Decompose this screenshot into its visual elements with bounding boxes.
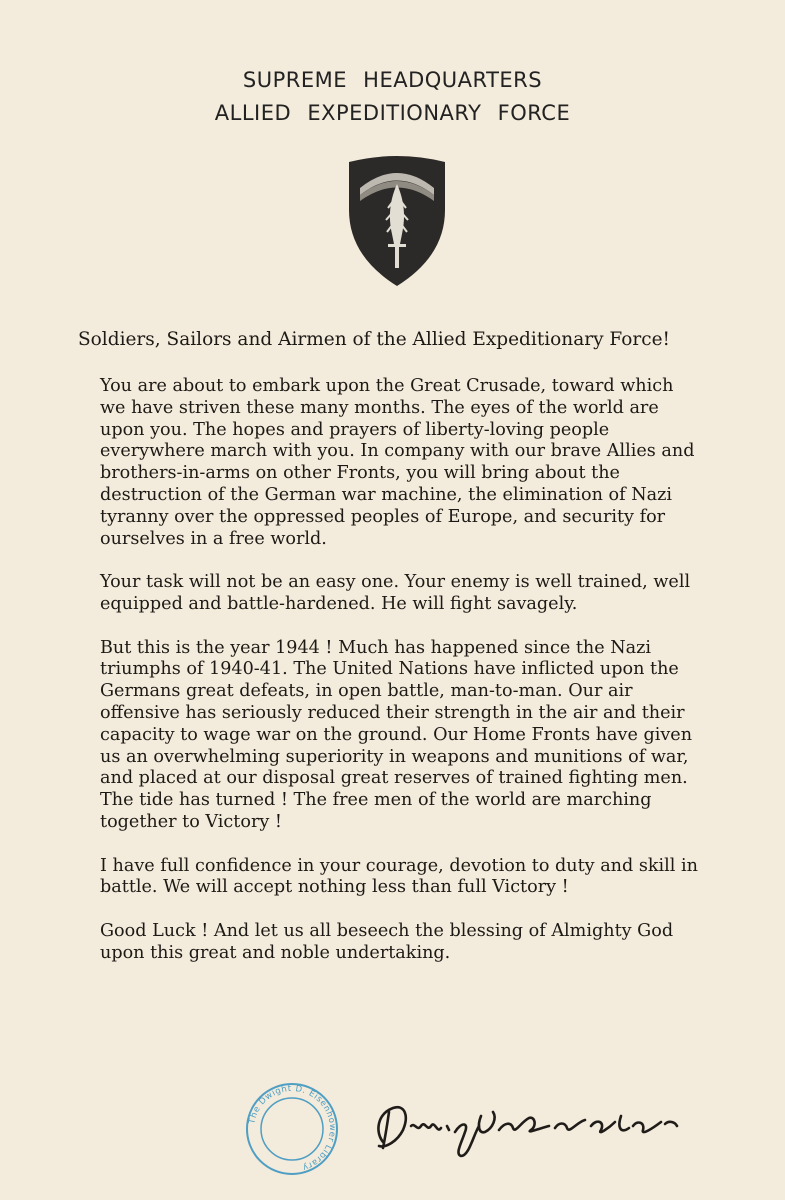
paragraph-5: Good Luck ! And let us all beseech the blessing of Almighty God upon this great and noble undertaking. [100, 920, 674, 963]
paragraph-3: But this is the year 1944 ! Much has happened since the Nazi triumphs of 1940-41. The United Nations have inflicted upon the Germans great defeats, in open battle, man-to-man. Our air offensive has seriously reduced their strength in the air and their capacity to wage war on the ground. Our Home Fronts have given us an overwhelming superiority in weapons and munitions of war, and placed at our disposal great reserves of trained fighting men. The tide has turned ! The free men of the world are marching together to Victory ! [100, 637, 693, 832]
library-stamp [244, 1081, 340, 1177]
paragraph-1: You are about to embark upon the Great Crusade, toward which we have striven these many months. The eyes of the world are upon you. The hopes and prayers of liberty-loving people everywhere march with you. In company with our brave Allies and brothers-in-arms on other Fronts, you will bring about the destruction of the German war machine, the elimination of Nazi tyranny over the oppressed peoples of Europe, and security for ourselves in a free world. [100, 376, 695, 549]
letterhead-line-1: SUPREME HEADQUARTERS [242, 68, 543, 92]
letterhead-line-2: ALLIED EXPEDITIONARY FORCE [214, 101, 571, 125]
signature [365, 1092, 685, 1160]
paragraph-2: Your task will not be an easy one. Your enemy is well trained, well equipped and battle-hardened. He will fight savagely. [100, 572, 691, 614]
shaef-shield-icon [344, 148, 450, 288]
message-body [100, 376, 700, 965]
svg-text:The Dwight D. Eisenhower Libra: The Dwight D. Eisenhower Library [247, 1083, 338, 1173]
salutation: Soldiers, Sailors and Airmen of the Allied Expeditionary Force! [78, 329, 670, 350]
paragraph-4: I have full confidence in your courage, devotion to duty and skill in battle. We will accept nothing less than full Victory ! [100, 855, 698, 898]
letterhead [0, 64, 785, 130]
